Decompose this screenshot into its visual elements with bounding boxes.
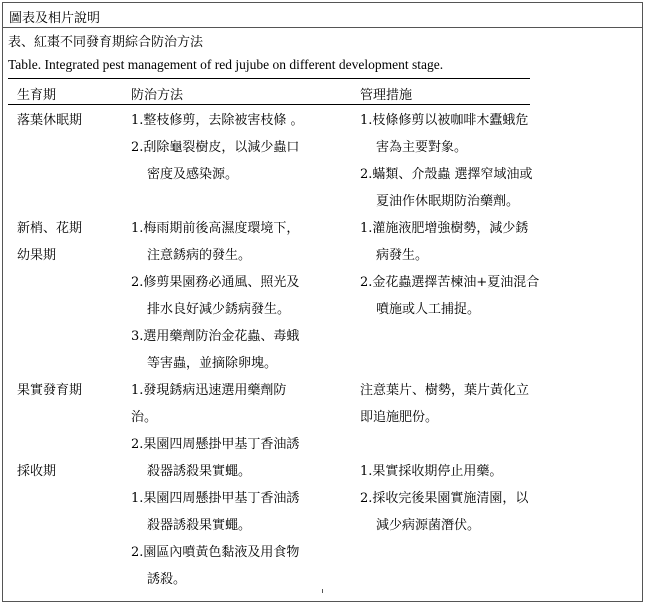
measures-cell: 注意葉片、樹勢，葉片黃化立 即追施肥份。 xyxy=(360,383,530,425)
col-header-stage: 生育期 xyxy=(17,88,57,103)
measures-cell: 1.果實採收期停止用藥。 2.採收完後果園實施清園，以 減少病源菌潛伏。 xyxy=(360,464,529,533)
col-header-methods: 防治方法 xyxy=(131,88,184,103)
measures-cell: 1.枝條修剪以被咖啡木蠹蛾危 害為主要對象。 2.蟎類、介殼蟲 選擇窄域油或 夏油作休眠期防治藥劑。 xyxy=(360,113,533,209)
stage-cell: 落葉休眠期 xyxy=(17,113,83,128)
stage-cell: 新梢、花期 幼果期 xyxy=(17,221,83,263)
methods-cell: 1.發現銹病迅速選用藥劑防 治。 2.果園四周懸掛甲基丁香油誘 殺器誘殺果實蠅。 xyxy=(131,383,300,479)
measures-cell: 1.灌施液肥增強樹勢，減少銹 病發生。 2.金花蟲選擇苦楝油+夏油混合 噴施或人工捕捉。 xyxy=(360,221,540,317)
col-header-measures: 管理措施 xyxy=(360,88,413,103)
figure-frame xyxy=(2,2,643,602)
table-title-en: Table. Integrated pest management of red jujube on different development stage. xyxy=(8,57,444,72)
stage-cell: 採收期 xyxy=(17,464,57,479)
section-header xyxy=(3,3,642,28)
methods-cell: 1.整枝修剪，去除被害枝條 。 2.刮除龜裂樹皮，以減少蟲口 密度及感染源。 xyxy=(131,113,304,182)
section-header-label: 圖表及相片說明 xyxy=(9,11,101,26)
table-title-zh: 表、紅棗不同發育期綜合防治方法 xyxy=(8,35,204,50)
table-top-rule xyxy=(8,78,530,79)
table-header-rule xyxy=(8,104,530,105)
stage-cell: 果實發育期 xyxy=(17,383,83,398)
methods-cell: 1.果園四周懸掛甲基丁香油誘 殺器誘殺果實蠅。 2.園區內噴黃色黏液及用食物 誘殺。 xyxy=(131,491,300,587)
methods-cell: 1.梅雨期前後高濕度環境下， 注意銹病的發生。 2.修剪果園務必通風、照光及 排水良好減少銹病發生。 3.選用藥劑防治金花蟲、毒蛾 等害蟲，並摘除卵塊。 xyxy=(131,221,300,371)
column-divider-tick xyxy=(322,589,323,593)
